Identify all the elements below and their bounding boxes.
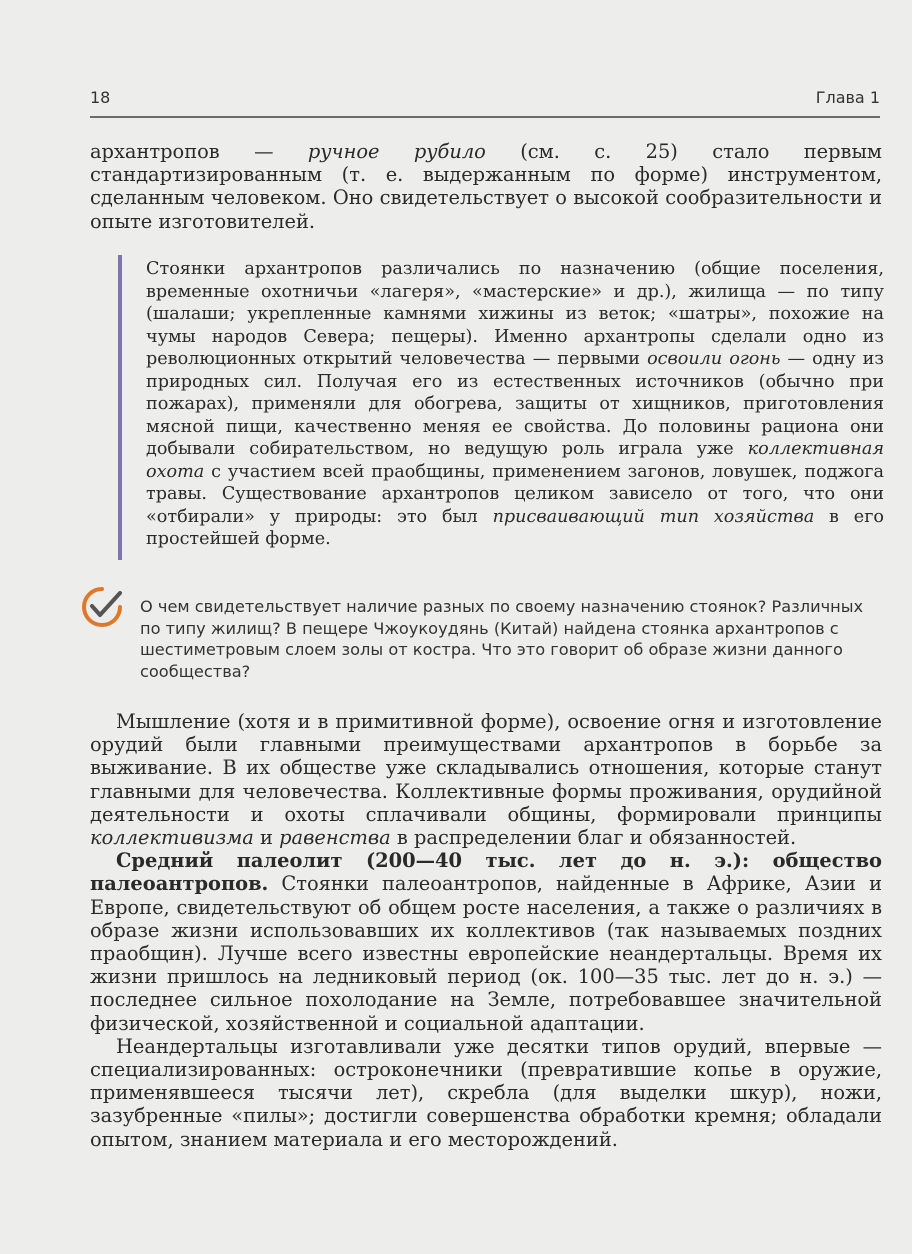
paragraph-middle-paleolithic: Средний палеолит (200—40 тыс. лет до н. э.): общество палеоантропов. Стоянки палеоантропов, найденные в Африке, Азии и Европе, свидетельствуют об общем росте населения, а также о различиях в образе жизни использовавших их коллективов (так называемых поздних праобщин). Лучше всего известны европейские неандертальцы. Время их жизни пришлось на ледниковый период (ок. 100—35 тыс. лет до н. э.) — последнее сильное похолодание на Земле, потребовавшее значительной физической, хозяйственной и социальной адаптации. xyxy=(90,849,882,1035)
check-icon xyxy=(80,585,124,629)
page-number: 18 xyxy=(90,88,111,107)
review-question: О чем свидетельствует наличие разных по своему назначению стоянок? Различных по типу жилищ? В пещере Чжоукоудянь (Китай) найдена стоянка архантропов с шестиметровым слоем золы от костра. Что это говорит об образе жизни данного сообщества? xyxy=(140,597,864,681)
term-hand-axe: ручное рубило xyxy=(307,140,486,163)
paragraph-thinking: Мышление (хотя и в примитивной форме), освоение огня и изготовление орудий были главными преимуществами архантропов в борьбе за выживание. В их обществе уже складывались отношения, которые станут главными для человечества. Коллективные формы проживания, орудийной деятельности и охоты сплачивали общины, формировали принципы коллективизма и равенства в распределении благ и обязанностей. xyxy=(90,710,882,850)
term-equality: равенства xyxy=(279,826,391,850)
main-text xyxy=(90,710,882,1151)
term-appropriating-economy: присваивающий тип хозяйства xyxy=(492,506,815,527)
term-collective-hunt: коллективная охота xyxy=(146,439,884,482)
page-header xyxy=(90,88,880,118)
intro-paragraph: архантропов — ручное рубило (см. с. 25) стало первым стандартизированным (т. е. выдержанным по форме) инструментом, сделанным человеком. Оно свидетельствует о высокой сообразительности и опыте изготовителей. xyxy=(90,140,882,233)
term-fire: освоили огонь xyxy=(647,349,781,369)
term-collectivism: коллективизма xyxy=(90,826,254,850)
paragraph-neanderthals: Неандертальцы изготавливали уже десятки типов орудий, впервые — специализированных: остроконечники (превратившие копье в оружие, применявшееся тысячи лет), скребла (для выделки шкур), ножи, зазубренные «пилы»; достигли совершенства обработки кремня; обладали опытом, знанием материала и его месторождений. xyxy=(90,1034,882,1151)
chapter-title: Глава 1 xyxy=(815,88,880,107)
sidebar-text: Стоянки архантропов различались по назначению (общие поселения, временные охотничьи «лагеря», «мастерские» и др.), жилища — по типу (шалаши; укрепленные камнями хижины из веток; «шатры», похожие на чумы народов Севера; пещеры). Именно архантропы сделали одно из революционных открытий человечества — первыми освоили огонь — одну из природных сил. Получая его из естественных источников (обычно при пожарах), применяли для обогрева, защиты от хищников, приготовления мясной пищи, качественно меняя ее свойства. До половины рациона они добывали собирательством, но ведущую роль играла уже коллективная охота с участием всей праобщины, применением загонов, ловушек, поджога травы. Существование архантропов целиком зависело от того, что они «отбирали» у природы: это был присваивающий тип хозяйства в его простейшей форме. xyxy=(146,259,884,549)
section-heading: Средний палеолит (200—40 тыс. лет до н. э.): общество палеоантропов. xyxy=(90,849,882,896)
sidebar-box xyxy=(118,255,884,560)
